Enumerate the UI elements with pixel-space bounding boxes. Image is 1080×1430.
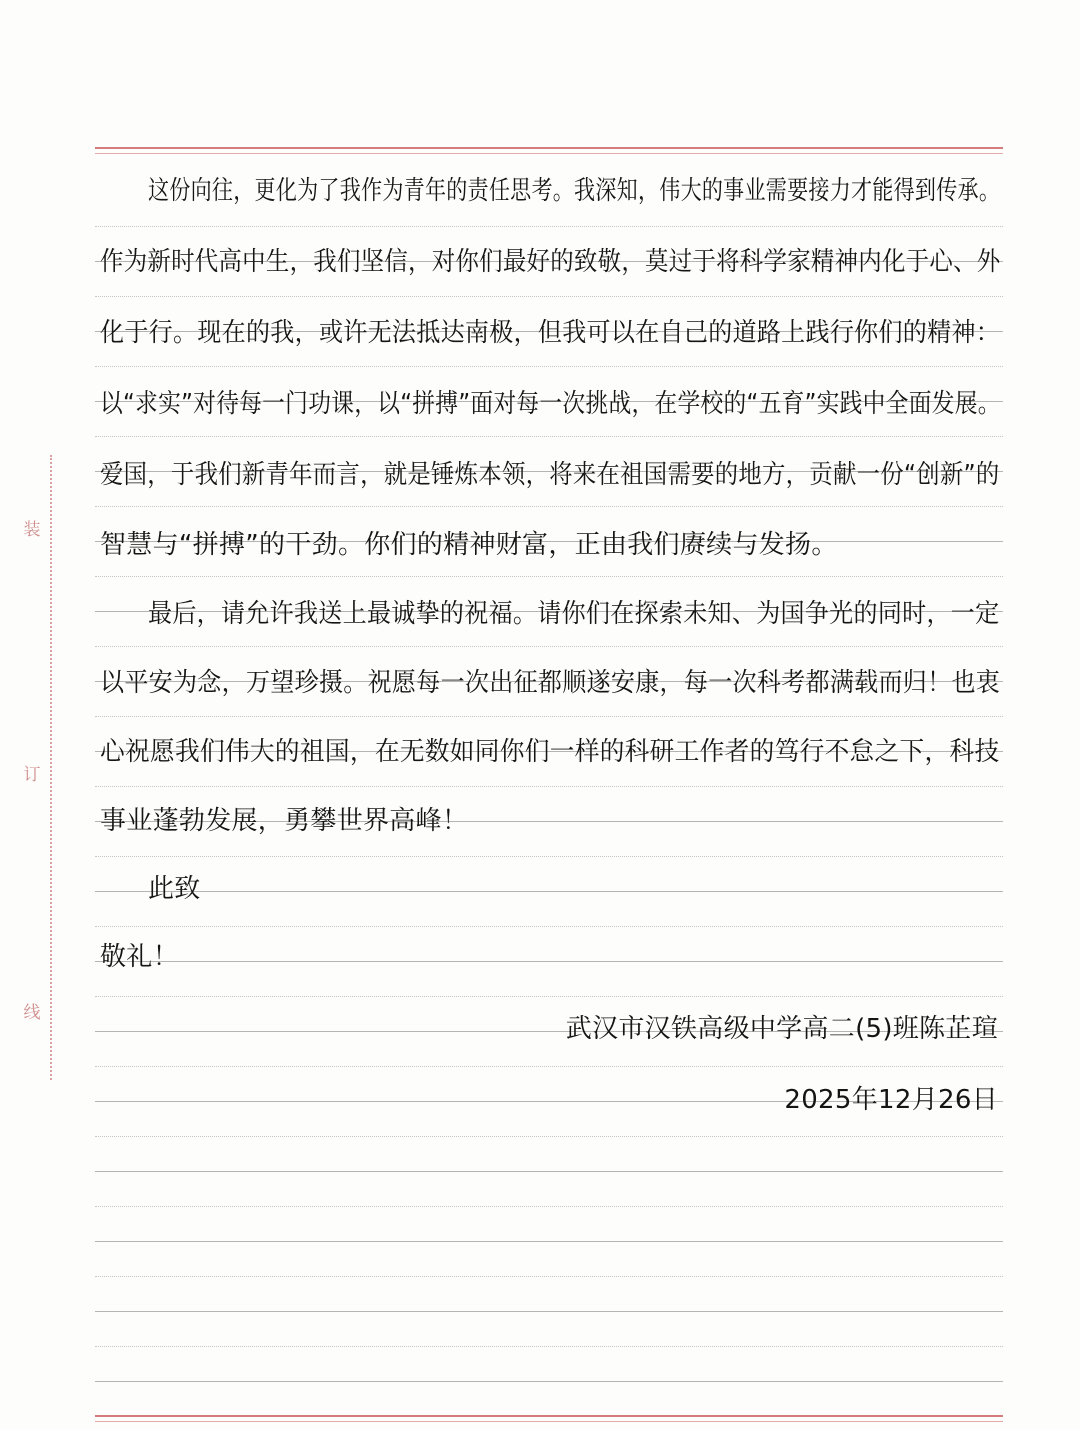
ruled-line xyxy=(95,1311,1003,1312)
ruled-line xyxy=(95,1136,1003,1137)
letter-line: 这份向往，更化为了我作为青年的责任思考。我深知，伟大的事业需要接力才能得到传承。 xyxy=(148,176,1001,206)
ruled-line xyxy=(95,646,1003,647)
binding-char-xian: 线 xyxy=(23,1003,41,1023)
ruled-line xyxy=(95,786,1003,787)
ruled-line xyxy=(95,436,1003,437)
ruled-line xyxy=(95,576,1003,577)
ruled-line xyxy=(95,1381,1003,1382)
binding-dotted-line xyxy=(50,455,52,1080)
ruled-line xyxy=(95,926,1003,927)
ruled-line xyxy=(95,366,1003,367)
letter-line: 心祝愿我们伟大的祖国，在无数如同你们一样的科研工作者的笃行不怠之下，科技 xyxy=(100,737,1000,767)
binding-char-ding: 订 xyxy=(23,765,41,785)
closing-cizhi: 此致 xyxy=(148,874,201,904)
letter-line: 化于行。现在的我，或许无法抵达南极，但我可以在自己的道路上践行你们的精神： xyxy=(100,318,1001,348)
letter-line: 以平安为念，万望珍摄。祝愿每一次出征都顺遂安康，每一次科考都满载而归！也衷 xyxy=(100,668,1001,698)
ruled-line xyxy=(95,506,1003,507)
letter-line: 最后，请允许我送上最诚挚的祝福。请你们在探索未知、为国争光的同时，一定 xyxy=(148,599,1000,629)
ruled-line xyxy=(95,856,1003,857)
top-red-rule xyxy=(95,147,1003,154)
ruled-line xyxy=(95,226,1003,227)
ruled-line xyxy=(95,1171,1003,1172)
closing-jingli: 敬礼！ xyxy=(100,942,179,972)
ruled-line xyxy=(95,716,1003,717)
letter-date: 2025年12月26日 xyxy=(784,1085,998,1115)
letter-line: 智慧与“拼搏”的干劲。你们的精神财富，正由我们赓续与发扬。 xyxy=(100,530,838,560)
ruled-line xyxy=(95,996,1003,997)
letter-line: 作为新时代高中生，我们坚信，对你们最好的致敬，莫过于将科学家精神内化于心、外 xyxy=(100,247,1001,277)
ruled-line xyxy=(95,1241,1003,1242)
ruled-line xyxy=(95,1066,1003,1067)
ruled-line xyxy=(95,1206,1003,1207)
bottom-red-rule xyxy=(95,1415,1003,1422)
letter-line: 以“求实”对待每一门功课，以“拼搏”面对每一次挑战，在学校的“五育”实践中全面发展。 xyxy=(100,389,1001,419)
letter-line: 爱国，于我们新青年而言，就是锤炼本领，将来在祖国需要的地方，贡献一份“创新”的 xyxy=(100,460,1000,490)
ruled-line xyxy=(95,296,1003,297)
ruled-line xyxy=(95,1276,1003,1277)
signature: 武汉市汉铁高级中学高二(5)班陈芷瑄 xyxy=(565,1014,998,1044)
ruled-line xyxy=(95,1346,1003,1347)
binding-char-zhuang: 装 xyxy=(23,520,41,540)
letter-line: 事业蓬勃发展，勇攀世界高峰！ xyxy=(100,806,469,836)
